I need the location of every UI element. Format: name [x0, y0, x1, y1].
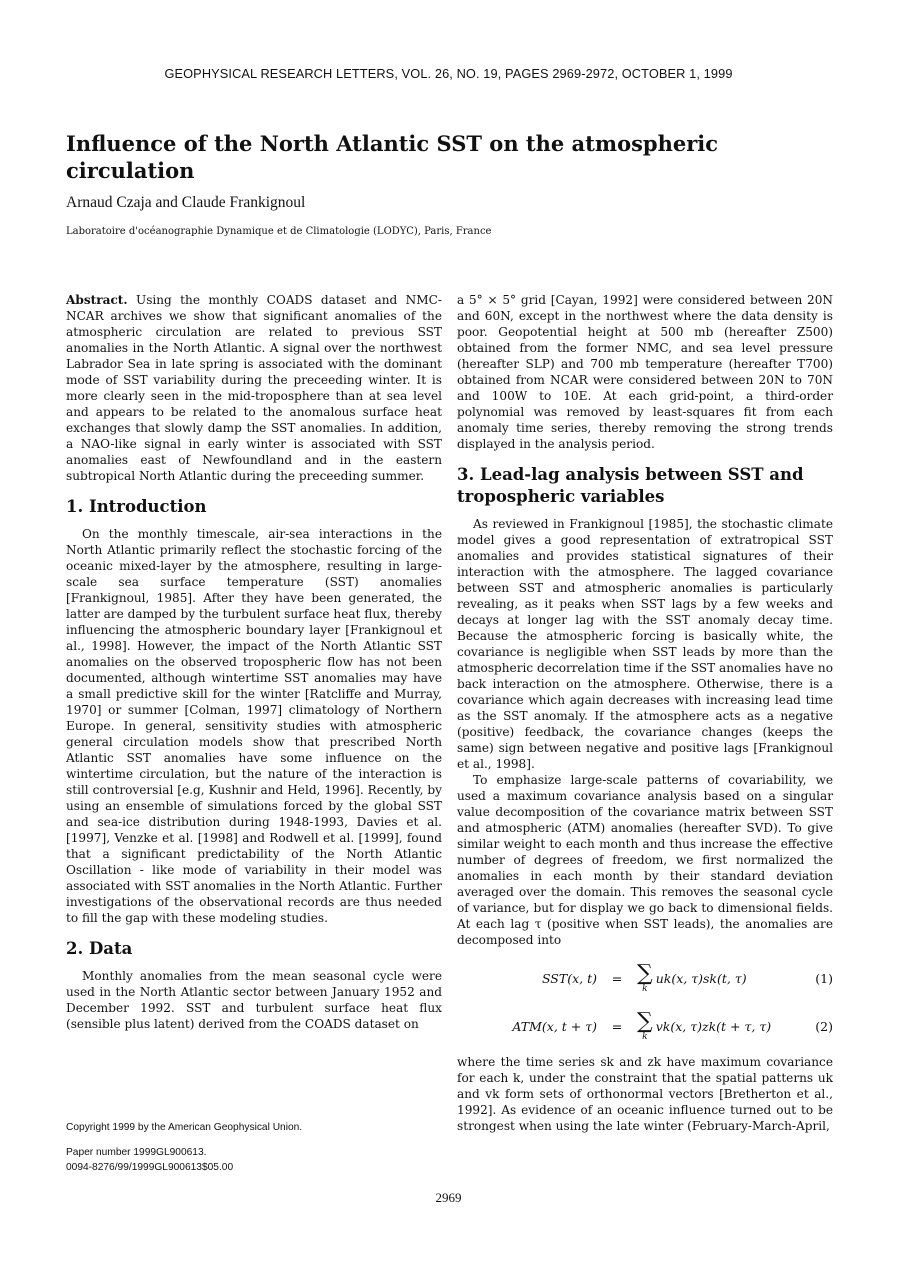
- equation-lhs: ATM(x, t + τ): [512, 1018, 597, 1034]
- abstract-text: Using the monthly COADS dataset and NMC-NCAR archives we show that significant anomalies of the atmospheric circulation are related to previous SST anomalies in the North Atlantic. A signal over the northwest Labrador Sea in late spring is associated with the dominant mode of SST variability during the preceeding winter. It is more clearly seen in the mid-troposphere than at sea level and appears to be related to the anomalous surface heat exchanges that slowly damp the SST anomalies. In addition, a NAO-like signal in early winter is associated with SST anomalies east of Newfoundland and in the eastern subtropical North Atlantic during the preceeding summer.: [66, 293, 442, 483]
- equation-rhs: vk(x, τ)zk(t + τ, τ): [655, 1018, 772, 1034]
- data-text-right: a 5° × 5° grid [Cayan, 1992] were considered between 20N and 60N, except in the northwest where the data density is poor. Geopotential height at 500 mb (hereafter Z500) obtained from the former NMC, and sea level pressure (hereafter SLP) and 700 mb temperature (hereafter T700) obtained from NCAR were considered between 20N to 70N and 100W to 10E. At each grid-point, a third-order polynomial was removed by least-squares fit from each anomaly time series, thereby removing the strong trends displayed in the analysis period.: [457, 293, 833, 451]
- equation-equals: =: [611, 1018, 623, 1034]
- leadlag-paragraph-2: To emphasize large-scale patterns of covariability, we used a maximum covariance analysis based on a singular value decomposition of the covariance matrix between SST and atmospheric (ATM) anomalies (hereafter SVD). To give similar weight to each month and thus increase the effective number of degrees of freedom, we first normalized the anomalies in each month by their standard deviation averaged over the domain. This removes the seasonal cycle of variance, but for display we go back to dimensional fields. At each lag τ (positive when SST leads), the anomalies are decomposed into: [457, 773, 833, 947]
- affiliation: Laboratoire d'océanographie Dynamique et de Climatologie (LODYC), Paris, France: [66, 226, 492, 237]
- copyright-block: [66, 1120, 442, 1175]
- paper-number: Paper number 1999GL900613.: [66, 1147, 207, 1158]
- equation-number: (2): [815, 1018, 833, 1034]
- equation-rhs: uk(x, τ)sk(t, τ): [655, 970, 747, 986]
- abstract: [66, 292, 442, 484]
- summation-symbol: ∑ k: [637, 1008, 653, 1042]
- summation-symbol: ∑ k: [637, 960, 653, 994]
- section-heading-introduction: 1. Introduction: [66, 497, 207, 516]
- section-heading-data: 2. Data: [66, 939, 133, 958]
- journal-header: GEOPHYSICAL RESEARCH LETTERS, VOL. 26, NO. 19, PAGES 2969-2972, OCTOBER 1, 1999: [164, 66, 733, 81]
- equation-equals: =: [611, 970, 623, 986]
- leadlag-paragraph-1: As reviewed in Frankignoul [1985], the stochastic climate model gives a good representation of extratropical SST anomalies and provides statistical signatures of their interaction with the atmosphere. The lagged covariance between SST and atmospheric anomalies is particularly revealing, as it peaks when SST lags by a few weeks and decays at longer lag with the SST anomaly decay time. Because the atmospheric forcing is basically white, the covariance is negligible when SST leads by more than the atmospheric decorrelation time if the SST anomalies have no back interaction on the atmosphere. Otherwise, there is a covariance which again decreases with increasing lead time as the SST anomaly. If the atmosphere acts as a negative (positive) feedback, the covariance changes (keeps the same) sign between negative and positive lags [Frankignoul et al., 1998].: [457, 517, 833, 771]
- equation-2: [457, 1008, 833, 1044]
- leadlag-paragraph-3: where the time series sk and zk have maximum covariance for each k, under the constraint that the spatial patterns uk and vk form sets of orthonormal vectors [Bretherton et al., 1992]. As evidence of an oceanic influence turned out to be strongest when using the late winter (February-March-April,: [457, 1055, 833, 1133]
- abstract-label: Abstract.: [66, 293, 128, 307]
- paper-code: 0094-8276/99/1999GL900613$05.00: [66, 1162, 234, 1173]
- copyright-text: Copyright 1999 by the American Geophysical Union.: [66, 1122, 303, 1133]
- right-column: [457, 292, 833, 1134]
- equation-1: [457, 960, 833, 996]
- page-number: 2969: [435, 1190, 462, 1205]
- equation-lhs: SST(x, t): [541, 970, 597, 986]
- left-column: [66, 292, 442, 1032]
- equation-number: (1): [815, 970, 833, 986]
- introduction-text: On the monthly timescale, air-sea interactions in the North Atlantic primarily reflect the stochastic forcing of the oceanic mixed-layer by the atmosphere, resulting in large-scale sea surface temperature (SST) anomalies [Frankignoul, 1985]. After they have been generated, the latter are damped by the turbulent surface heat flux, thereby influencing the atmospheric boundary layer [Frankignoul et al., 1998]. However, the impact of the North Atlantic SST anomalies on the observed tropospheric flow has not been documented, although wintertime SST anomalies may have a small predictive skill for the winter [Ratcliffe and Murray, 1970] or summer [Colman, 1997] climatology of Northern Europe. In general, sensitivity studies with atmospheric general circulation models show that prescribed North Atlantic SST anomalies have some influence on the wintertime circulation, but the nature of the interaction is still controversial [e.g, Kushnir and Held, 1996]. Recently, by using an ensemble of simulations forced by the global SST and sea-ice distribution during 1948-1993, Davies et al. [1997], Venzke et al. [1998] and Rodwell et al. [1999], found that a significant predictability of the North Atlantic Oscillation - like mode of variability in their model was associated with SST anomalies in the North Atlantic. Further investigations of the observational records are thus needed to fill the gap with these modeling studies.: [66, 527, 442, 925]
- paper-title: Influence of the North Atlantic SST on the atmospheric circulation: [66, 131, 719, 183]
- authors: Arnaud Czaja and Claude Frankignoul: [66, 194, 306, 211]
- section-heading-leadlag: 3. Lead-lag analysis between SST and tropospheric variables: [457, 465, 804, 506]
- data-text-left: Monthly anomalies from the mean seasonal cycle were used in the North Atlantic sector between January 1952 and December 1992. SST and turbulent surface heat flux (sensible plus latent) derived from the COADS dataset on: [66, 969, 442, 1031]
